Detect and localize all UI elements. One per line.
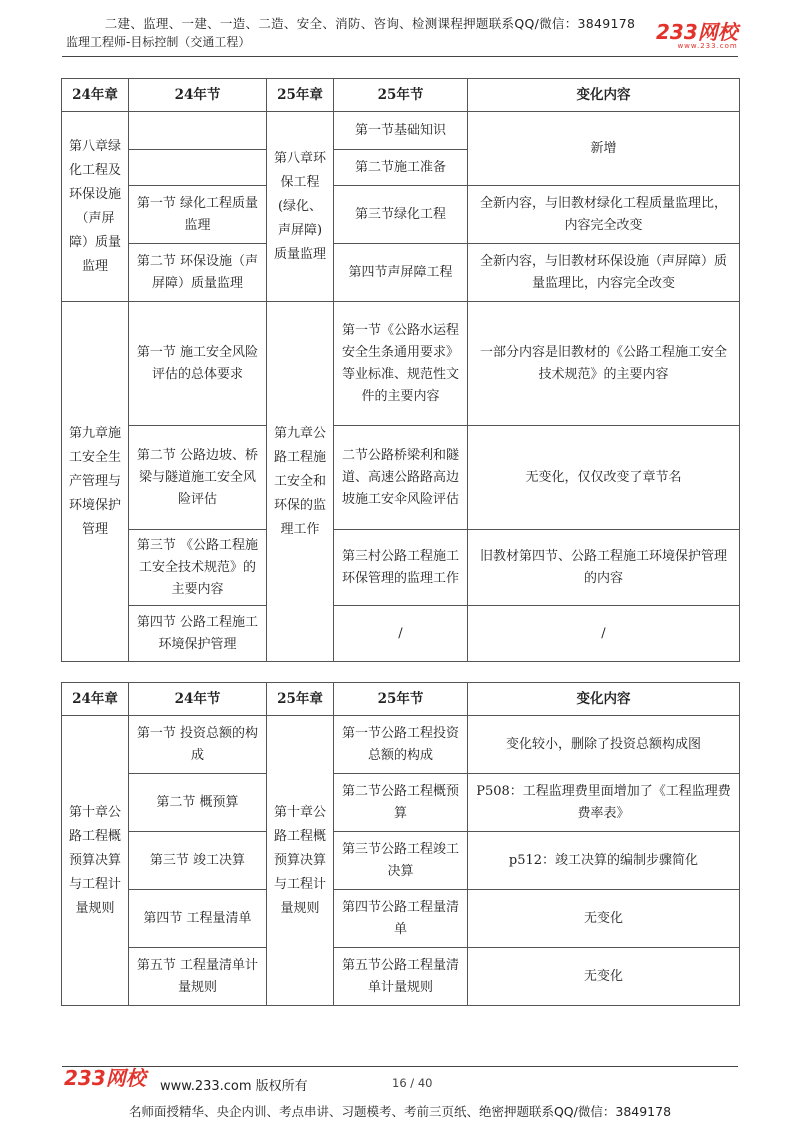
section-25-cell: 第一节基础知识 bbox=[334, 112, 468, 150]
section-25-cell: 第二节公路工程概预算 bbox=[334, 774, 468, 832]
section-24-cell: 第二节 公路边坡、桥梁与隧道施工安全风险评估 bbox=[129, 426, 267, 530]
header-cell: 25年章 bbox=[267, 683, 334, 716]
section-25-cell: 第三节公路工程竣工决算 bbox=[334, 832, 468, 890]
header-cell: 25年节 bbox=[334, 683, 468, 716]
change-cell: / bbox=[468, 606, 740, 662]
table-header-row bbox=[62, 79, 740, 112]
chapter-24-cell: 第九章施工安全生产管理与环境保护管理 bbox=[62, 302, 129, 662]
section-24-cell: 第一节 投资总额的构成 bbox=[129, 716, 267, 774]
table-row bbox=[62, 606, 740, 662]
section-24-cell: 第三节 竣工决算 bbox=[129, 832, 267, 890]
section-25-cell: 第一节《公路水运程安全生条通用要求》等业标准、规范性文件的主要内容 bbox=[334, 302, 468, 426]
change-cell: 变化较小，删除了投资总额构成图 bbox=[468, 716, 740, 774]
table-row bbox=[62, 426, 740, 530]
chapter-24-cell: 第十章公路工程概预算决算与工程计量规则 bbox=[62, 716, 129, 1006]
change-cell: 旧教材第四节、公路工程施工环境保护管理的内容 bbox=[468, 530, 740, 606]
change-cell: 一部分内容是旧教材的《公路工程施工安全技术规范》的主要内容 bbox=[468, 302, 740, 426]
header-cell: 24年节 bbox=[129, 683, 267, 716]
section-24-cell bbox=[129, 112, 267, 150]
header-cell: 24年章 bbox=[62, 79, 129, 112]
footer-rule bbox=[62, 1066, 738, 1067]
section-24-cell: 第一节 施工安全风险评估的总体要求 bbox=[129, 302, 267, 426]
header-promo-text: 二建、监理、一建、一造、二造、安全、消防、咨询、检测课程押题联系QQ/微信：3849178 bbox=[104, 16, 636, 31]
footer-copyright: www.233.com 版权所有 bbox=[160, 1079, 308, 1094]
chapter-25-cell: 第八章环保工程(绿化、声屏障)质量监理 bbox=[267, 112, 334, 302]
section-24-cell: 第一节 绿化工程质量监理 bbox=[129, 186, 267, 244]
section-25-cell: 第四节声屏障工程 bbox=[334, 244, 468, 302]
section-25-cell: 第三村公路工程施工环保管理的监理工作 bbox=[334, 530, 468, 606]
table-row bbox=[62, 774, 740, 832]
header-cell: 25年节 bbox=[334, 79, 468, 112]
section-24-cell: 第二节 概预算 bbox=[129, 774, 267, 832]
footer-brand-logo: 233网校 bbox=[64, 1066, 146, 1090]
change-cell: 全新内容，与旧教材环保设施（声屏障）质量监理比，内容完全改变 bbox=[468, 244, 740, 302]
chapter-comparison-table-2 bbox=[61, 682, 740, 1006]
section-25-cell: 第三节绿化工程 bbox=[334, 186, 468, 244]
section-25-cell: / bbox=[334, 606, 468, 662]
chapter-25-cell: 第九章公路工程施工安全和环保的监理工作 bbox=[267, 302, 334, 662]
section-25-cell: 二节公路桥梁利和隧道、高速公路路高边坡施工安伞风险评估 bbox=[334, 426, 468, 530]
page-number: 16 / 40 bbox=[392, 1076, 433, 1090]
section-24-cell: 第五节 工程量清单计量规则 bbox=[129, 948, 267, 1006]
table-row bbox=[62, 716, 740, 774]
header-cell: 25年章 bbox=[267, 79, 334, 112]
table-header-row bbox=[62, 683, 740, 716]
change-cell: 新增 bbox=[468, 112, 740, 186]
chapter-comparison-table-1 bbox=[61, 78, 740, 662]
header-cell: 24年节 bbox=[129, 79, 267, 112]
change-cell: p512：竣工决算的编制步骤简化 bbox=[468, 832, 740, 890]
section-25-cell: 第一节公路工程投资总额的构成 bbox=[334, 716, 468, 774]
change-cell: 无变化 bbox=[468, 948, 740, 1006]
change-cell: 无变化，仅仅改变了章节名 bbox=[468, 426, 740, 530]
chapter-24-cell: 第八章绿化工程及环保设施（声屏障）质量监理 bbox=[62, 112, 129, 302]
header-cell: 变化内容 bbox=[468, 79, 740, 112]
section-24-cell bbox=[129, 150, 267, 186]
header-cell: 变化内容 bbox=[468, 683, 740, 716]
table-row bbox=[62, 832, 740, 890]
footer-promo-text: 名师面授精华、央企内训、考点串讲、习题模考、考前三页纸、绝密押题联系QQ/微信：3849178 bbox=[128, 1104, 672, 1119]
table-row bbox=[62, 302, 740, 426]
table-row bbox=[62, 244, 740, 302]
header-rule bbox=[62, 56, 738, 57]
table-row bbox=[62, 530, 740, 606]
header-document-title: 监理工程师-目标控制（交通工程） bbox=[66, 35, 251, 49]
section-25-cell: 第五节公路工程量清单计量规则 bbox=[334, 948, 468, 1006]
table-row bbox=[62, 890, 740, 948]
section-24-cell: 第三节 《公路工程施工安全技术规范》的主要内容 bbox=[129, 530, 267, 606]
change-cell: P508：工程监理费里面增加了《工程监理费费率表》 bbox=[468, 774, 740, 832]
section-25-cell: 第四节公路工程量清单 bbox=[334, 890, 468, 948]
table-row bbox=[62, 948, 740, 1006]
section-24-cell: 第四节 工程量清单 bbox=[129, 890, 267, 948]
chapter-25-cell: 第十章公路工程概预算决算与工程计量规则 bbox=[267, 716, 334, 1006]
brand-logo: 233网校 www.233.com bbox=[656, 20, 738, 50]
change-cell: 无变化 bbox=[468, 890, 740, 948]
section-24-cell: 第二节 环保设施（声屏障）质量监理 bbox=[129, 244, 267, 302]
table-row bbox=[62, 186, 740, 244]
section-24-cell: 第四节 公路工程施工环境保护管理 bbox=[129, 606, 267, 662]
change-cell: 全新内容，与旧教材绿化工程质量监理比，内容完全改变 bbox=[468, 186, 740, 244]
table-row bbox=[62, 112, 740, 150]
section-25-cell: 第二节施工准备 bbox=[334, 150, 468, 186]
header-cell: 24年章 bbox=[62, 683, 129, 716]
